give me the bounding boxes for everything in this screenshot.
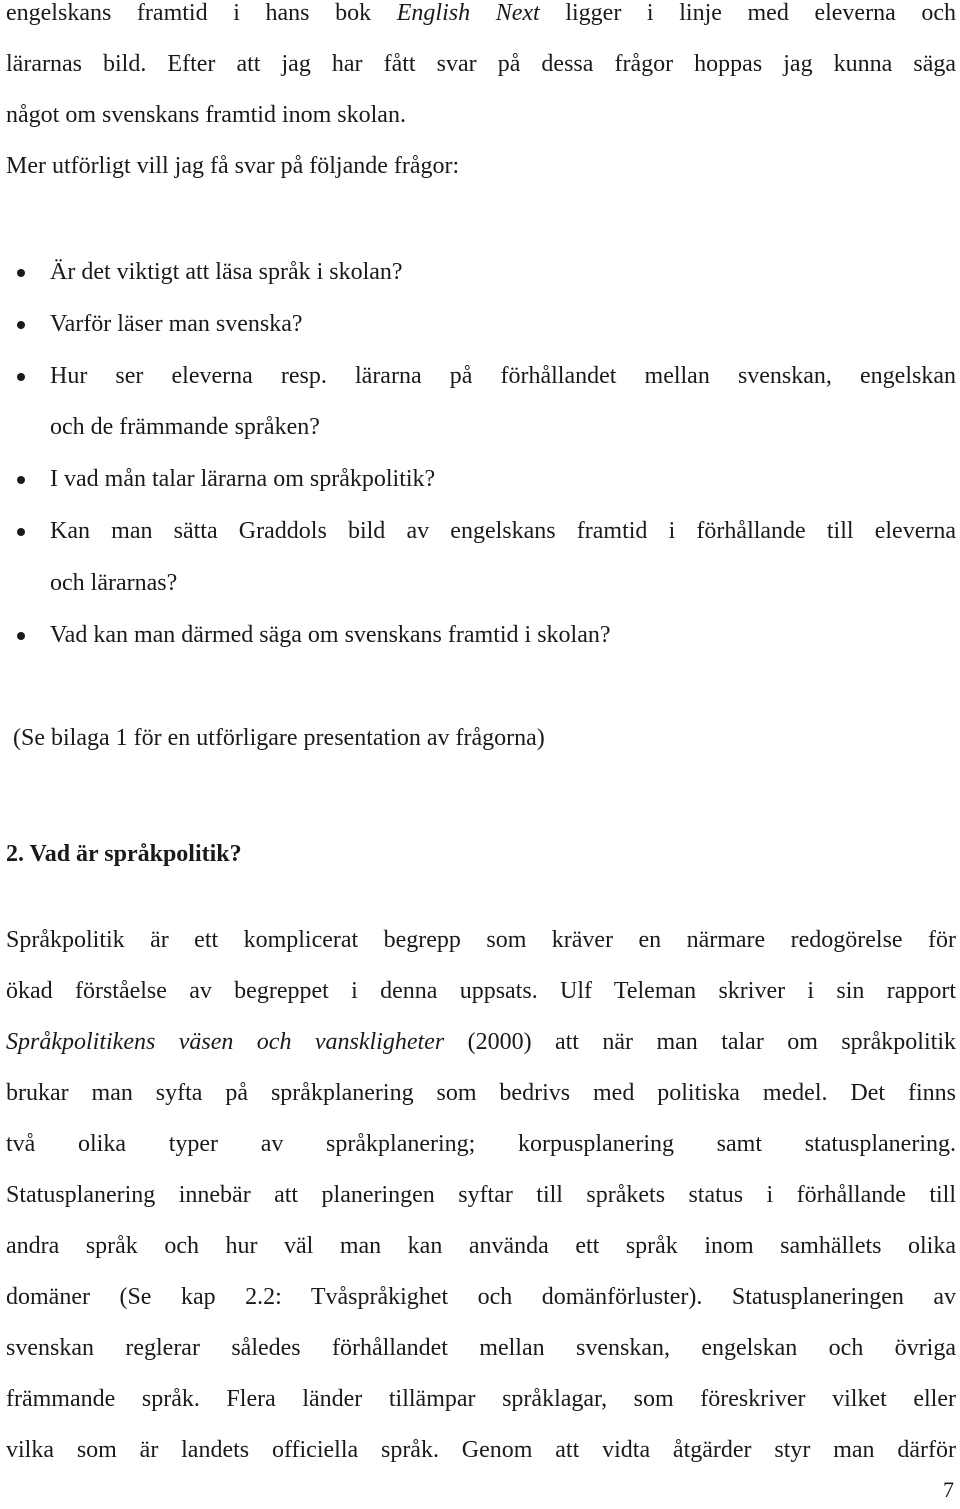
list-item: I vad mån talar lärarna om språkpolitik?	[0, 454, 956, 506]
page-number: 7	[943, 1477, 954, 1502]
intro-paragraph	[6, 0, 956, 192]
intro-line-1: engelskans framtid i hans bok English Next ligger i linje med eleverna och	[6, 0, 957, 26]
book-title: English Next	[396, 0, 540, 26]
bullet-icon	[17, 476, 25, 484]
list-item: Varför läser man svenska?	[0, 299, 956, 351]
section-heading: 2. Vad är språkpolitik?	[6, 841, 242, 867]
section-paragraph: Språkpolitik är ett komplicerat begrepp som kräver en närmare redogörelse för ökad förståelse av begreppet i denna uppsats. Ulf Teleman skriver i sin rapport Språkpolitikens väsen och vanskligheter (2000) att när man talar om språkpolitik brukar man syfta på språkplanering som bedrivs med politiska medel. Det finns två olika typer av språkplanering; korpusplanering samt statusplanering. Statusplanering innebär att planeringen syftar till språkets status i förhållande till andra språk och hur väl man kan använda ett språk inom samhällets olika domäner (Se kap 2.2: Tvåspråkighet och domänförluster). Statusplaneringen av svenskan reglerar således förhållandet mellan svenskan, engelskan och övriga främmande språk. Flera länder tillämpar språklagar, som föreskriver vilket eller vilka som är landets officiella språk. Genom att vidta åtgärder styr man därför	[6, 927, 956, 1463]
bullet-icon	[17, 373, 25, 381]
intro-line-4: Mer utförligt vill jag få svar på följande frågor:	[6, 153, 460, 179]
report-title: Språkpolitikens väsen och vanskligheter	[6, 1029, 445, 1055]
intro-line-3: något om svenskans framtid inom skolan.	[6, 102, 406, 128]
intro-line-2: lärarnas bild. Efter att jag har fått svar på dessa frågor hoppas jag kunna säga	[6, 51, 956, 77]
appendix-note: (Se bilaga 1 för en utförligare presentation av frågorna)	[13, 725, 545, 751]
list-item: Vad kan man därmed säga om svenskans framtid i skolan?	[0, 610, 956, 662]
list-item: Kan man sätta Graddols bild av engelskans framtid i förhållande till eleverna och lärarnas?	[0, 506, 956, 610]
list-item: Hur ser eleverna resp. lärarna på förhållandet mellan svenskan, engelskan och de främmande språken?	[0, 351, 956, 455]
question-list	[0, 247, 960, 661]
bullet-icon	[17, 321, 25, 329]
bullet-icon	[17, 528, 25, 536]
bullet-icon	[17, 269, 25, 277]
list-item: Är det viktigt att läsa språk i skolan?	[0, 247, 956, 299]
bullet-icon	[17, 632, 25, 640]
